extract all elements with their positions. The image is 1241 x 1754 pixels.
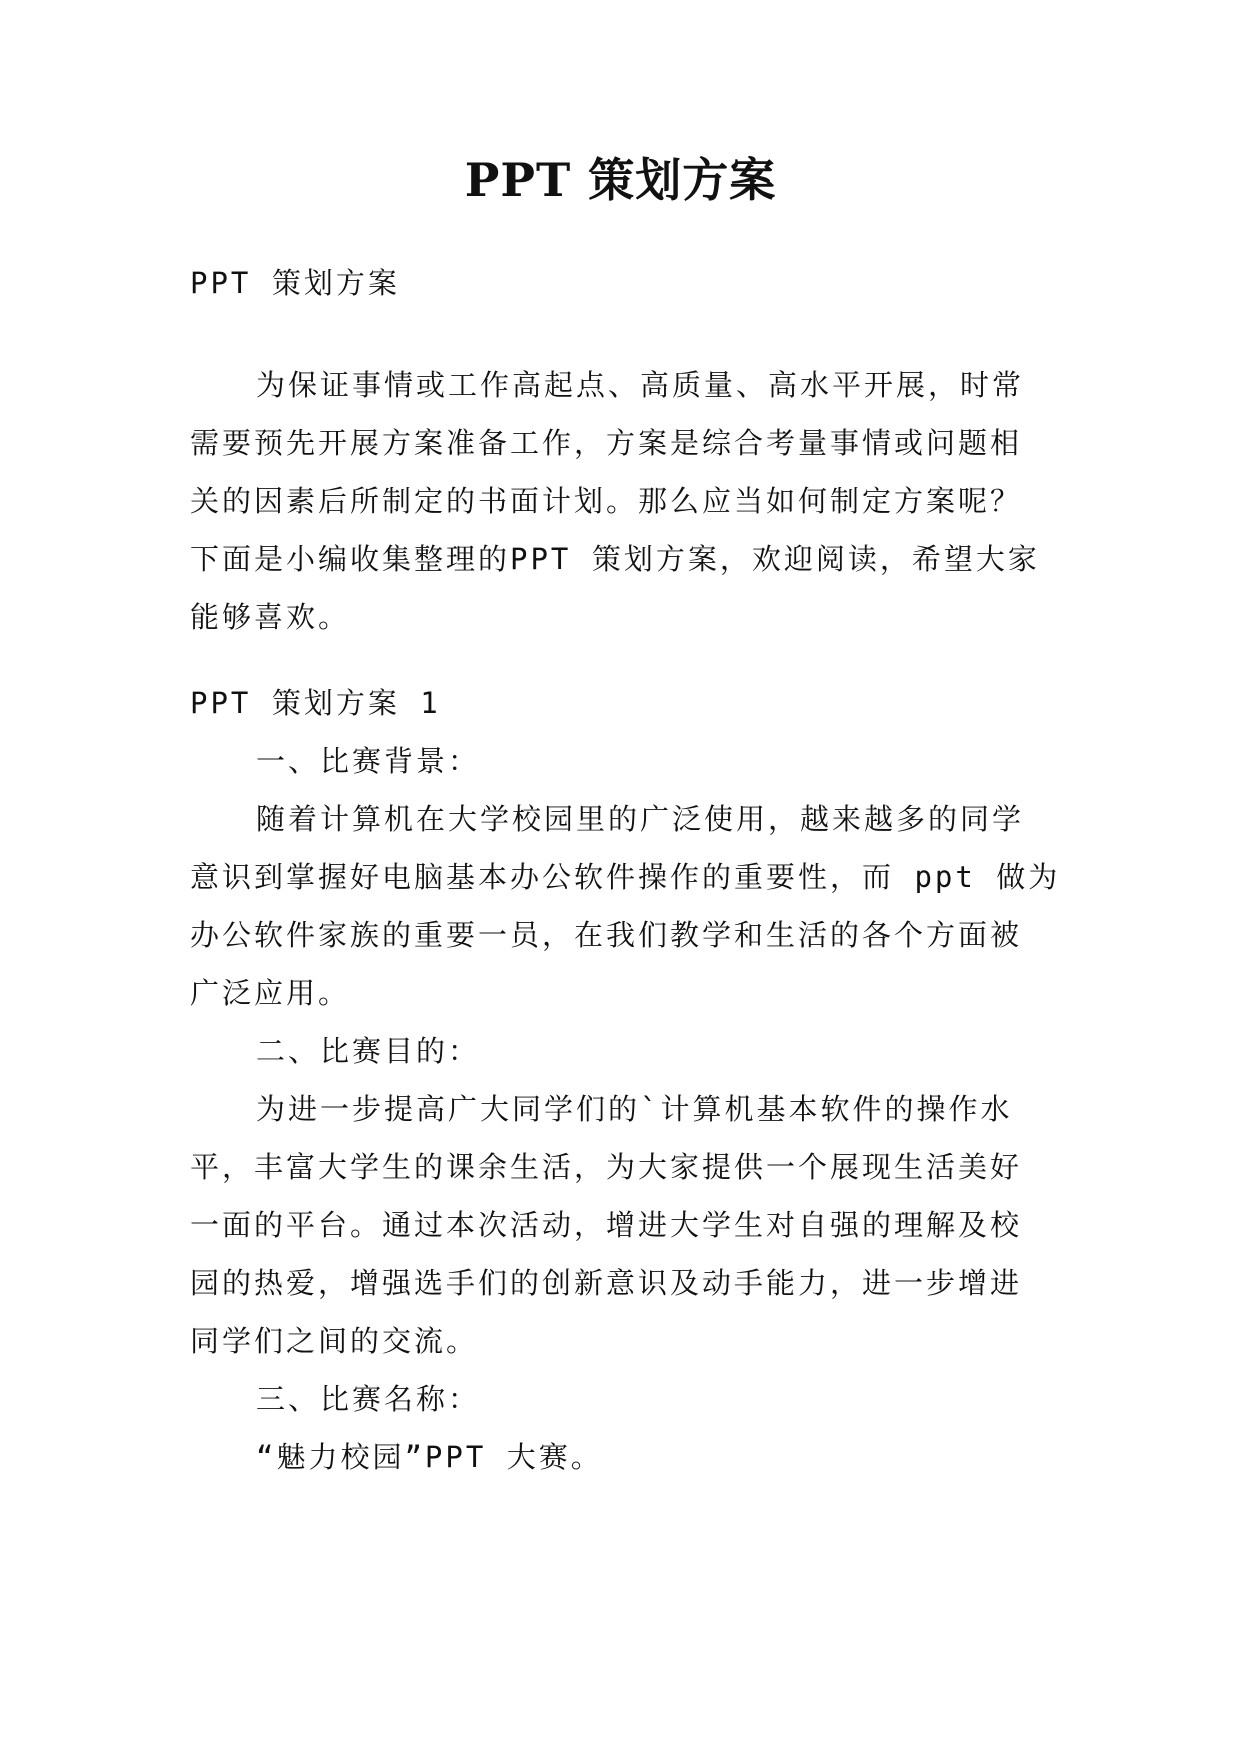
intro-line: 需要预先开展方案准备工作，方案是综合考量事情或问题相 (190, 426, 1023, 460)
item-body-line: “魅力校园”PPT 大赛。 (256, 1440, 603, 1474)
item-heading-background: 一、比赛背景： (256, 744, 481, 778)
item-body-line: 园的热爱，增强选手们的创新意识及动手能力，进一步增进 (190, 1266, 1023, 1300)
document-subtitle (190, 254, 1070, 312)
intro-line: 关的因素后所制定的书面计划。那么应当如何制定方案呢？ (190, 484, 1023, 518)
item-body-line: 同学们之间的交流。 (190, 1324, 479, 1358)
item-body-line: 意识到掌握好电脑基本办公软件操作的重要性，而 ppt 做为 (190, 860, 1061, 894)
subtitle-text: PPT 策划方案 (190, 266, 400, 300)
item-body-line: 一面的平台。通过本次活动，增进大学生对自强的理解及校 (190, 1208, 1023, 1242)
section-heading: PPT 策划方案 1 (190, 686, 441, 720)
intro-line: 能够喜欢。 (190, 600, 351, 634)
intro-line: 下面是小编收集整理的PPT 策划方案，欢迎阅读，希望大家 (190, 542, 1040, 576)
item-body-line: 广泛应用。 (190, 976, 351, 1010)
document-title: PPT 策划方案 (464, 153, 777, 207)
item-body-line: 随着计算机在大学校园里的广泛使用，越来越多的同学 (256, 802, 1025, 836)
item-heading-name: 三、比赛名称： (256, 1382, 481, 1416)
intro-paragraph (190, 356, 1070, 646)
item-body-line: 为进一步提高广大同学们的`计算机基本软件的操作水 (256, 1092, 1013, 1126)
section-1 (190, 674, 1070, 1486)
intro-line: 为保证事情或工作高起点、高质量、高水平开展，时常 (256, 368, 1025, 402)
item-heading-purpose: 二、比赛目的： (256, 1034, 481, 1068)
item-body-line: 平，丰富大学生的课余生活，为大家提供一个展现生活美好 (190, 1150, 1023, 1184)
item-body-line: 办公软件家族的重要一员，在我们教学和生活的各个方面被 (190, 918, 1023, 952)
